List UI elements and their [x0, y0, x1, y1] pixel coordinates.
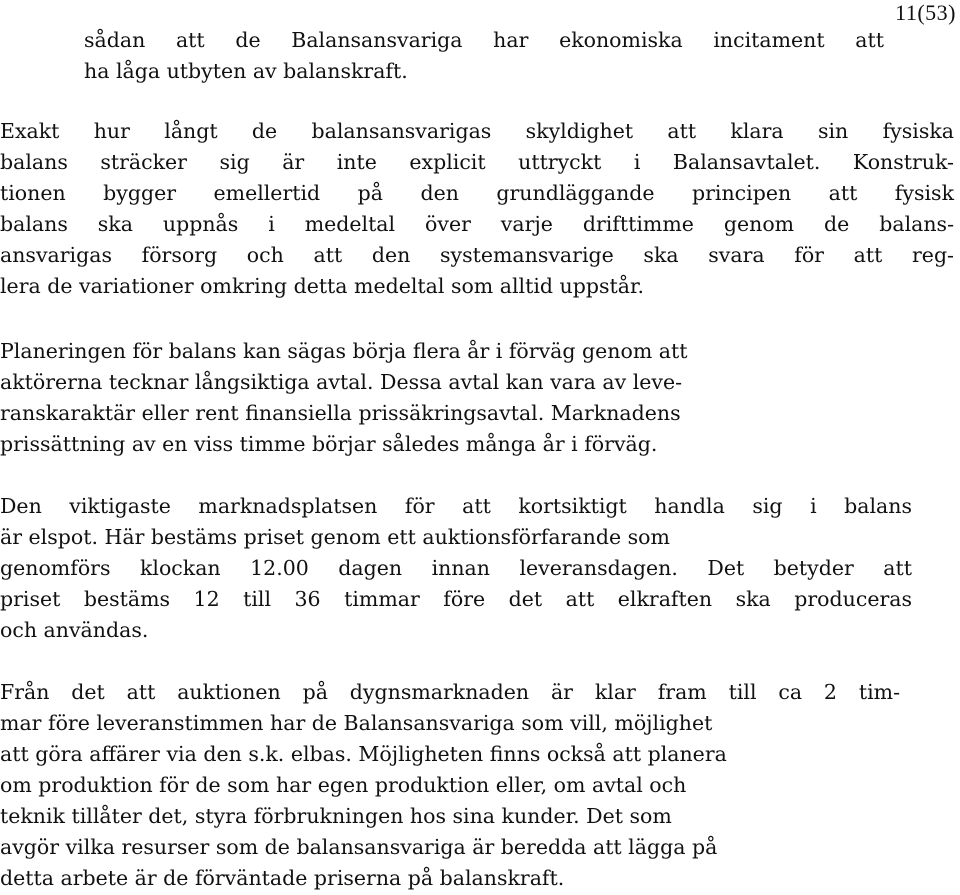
text-line: lera de variationer omkring detta medeltal som alltid uppstår. [0, 274, 645, 298]
text-line: och användas. [0, 618, 149, 642]
text-line: sådan att de Balansansvariga har ekonomiska incitament att [84, 28, 884, 52]
text-line: avgör vilka resurser som de balansansvariga är beredda att lägga på [0, 835, 718, 859]
paragraph-5 [0, 677, 900, 894]
text-line: aktörerna tecknar långsiktiga avtal. Dessa avtal kan vara av leve- [0, 370, 683, 394]
text-line: genomförs klockan 12.00 dagen innan leveransdagen. Det betyder att [0, 556, 912, 580]
text-line: Exakt hur långt de balansansvarigas skyldighet att klara sin fysiska [0, 119, 954, 143]
paragraph-1 [84, 25, 884, 87]
text-line: tionen bygger emellertid på den grundläggande principen att fysisk [0, 181, 954, 205]
text-line: priset bestäms 12 till 36 timmar före det att elkraften ska produceras [0, 587, 912, 611]
text-line: om produktion för de som har egen produktion eller, om avtal och [0, 773, 687, 797]
text-line: ansvarigas försorg och att den systemansvarige ska svara för att reg- [0, 243, 954, 267]
text-line: är elspot. Här bestäms priset genom ett auktionsförfarande som [0, 525, 670, 549]
text-line: balans sträcker sig är inte explicit uttryckt i Balansavtalet. Konstruk- [0, 150, 954, 174]
text-line: Den viktigaste marknadsplatsen för att kortsiktigt handla sig i balans [0, 494, 912, 518]
paragraph-4 [0, 491, 912, 646]
text-line: Från det att auktionen på dygnsmarknaden är klar fram till ca 2 tim- [0, 680, 900, 704]
text-line: Planeringen för balans kan sägas börja flera år i förväg genom att [0, 339, 688, 363]
text-line: ranskaraktär eller rent finansiella prissäkringsavtal. Marknadens [0, 401, 681, 425]
text-line: detta arbete är de förväntade priserna på balanskraft. [0, 866, 565, 890]
text-line: ha låga utbyten av balanskraft. [84, 59, 408, 83]
page-number: 11(53) [895, 0, 956, 25]
text-line: mar före leveranstimmen har de Balansansvariga som vill, möjlighet [0, 711, 713, 735]
text-line: att göra affärer via den s.k. elbas. Möjligheten finns också att planera [0, 742, 727, 766]
text-line: teknik tillåter det, styra förbrukningen hos sina kunder. Det som [0, 804, 672, 828]
paragraph-2 [0, 116, 954, 302]
text-line: balans ska uppnås i medeltal över varje drifttimme genom de balans- [0, 212, 954, 236]
paragraph-3 [0, 336, 960, 460]
text-line: prissättning av en viss timme börjar således många år i förväg. [0, 432, 658, 456]
